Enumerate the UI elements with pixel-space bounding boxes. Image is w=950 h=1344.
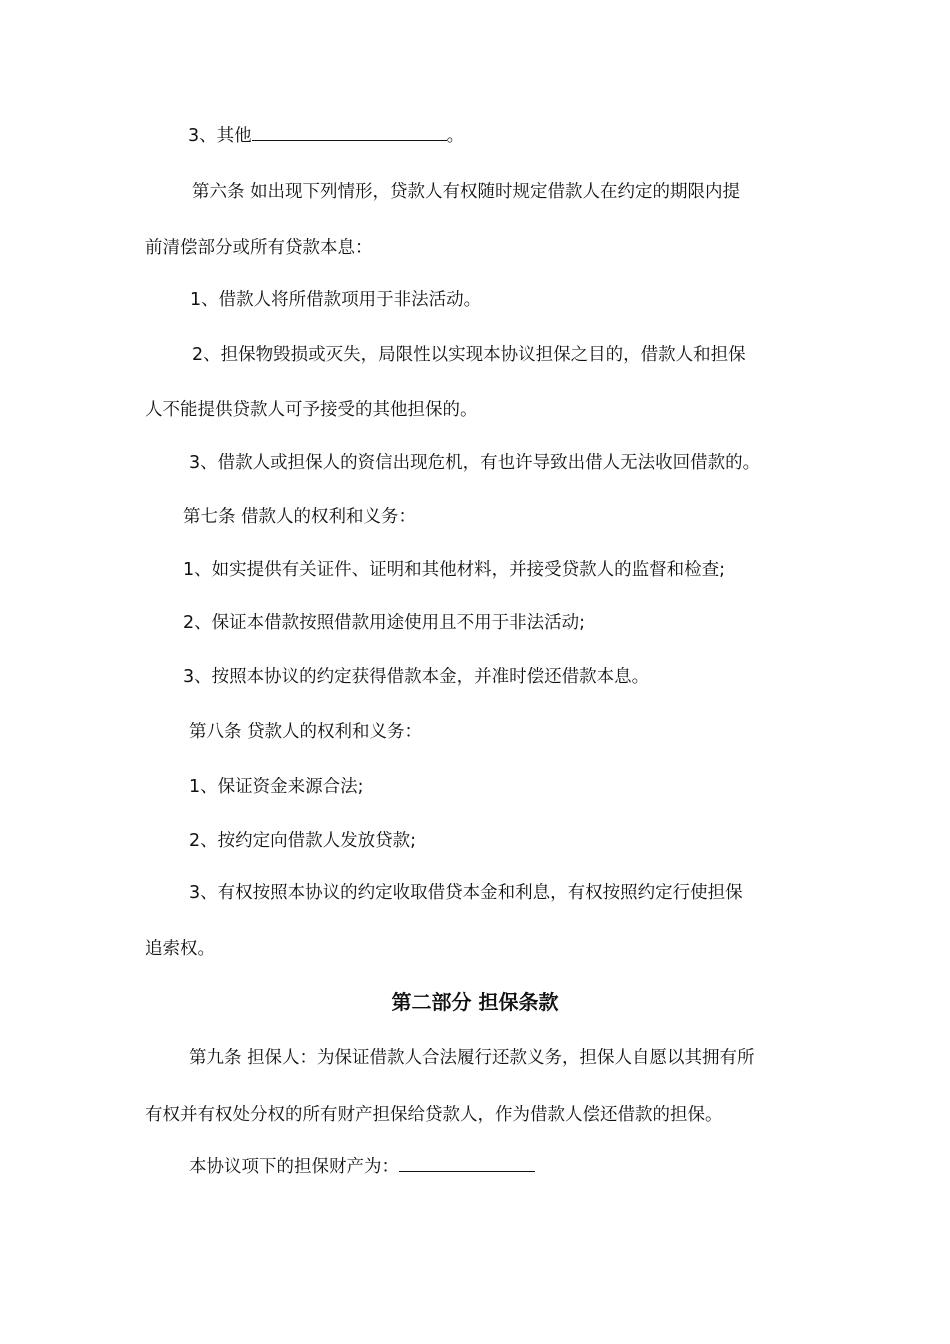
article-8-item-2: 2、按约定向借款人发放贷款;	[189, 831, 417, 851]
section-heading: 第二部分 担保条款	[391, 990, 559, 1014]
article-8-title: 第八条 贷款人的权利和义务：	[189, 722, 423, 742]
collateral-line	[189, 1155, 535, 1179]
article-8-item-1: 1、保证资金来源合法;	[189, 777, 364, 797]
article-6-line-2: 前清偿部分或所有贷款本息：	[145, 238, 373, 258]
article-6-item-1: 1、借款人将所借款项用于非法活动。	[190, 290, 482, 310]
article-6-item-3: 3、借款人或担保人的资信出现危机，有也许导致出借人无法收回借款的。	[189, 453, 761, 473]
clause-item-other	[188, 124, 464, 148]
article-8-item-3-line-2: 追索权。	[145, 939, 215, 959]
article-9-line-1: 第九条 担保人：为保证借款人合法履行还款义务，担保人自愿以其拥有所	[189, 1048, 755, 1068]
article-9-line-2: 有权并有权处分权的所有财产担保给贷款人，作为借款人偿还借款的担保。	[145, 1105, 723, 1125]
article-7-item-3: 3、按照本协议的约定获得借款本金，并准时偿还借款本息。	[183, 667, 650, 687]
fill-in-blank[interactable]	[399, 1155, 535, 1172]
fill-in-blank[interactable]	[252, 124, 447, 141]
clause-text: 3、其他	[188, 126, 252, 146]
article-6-item-2-line-1: 2、担保物毁损或灭失，局限性以实现本协议担保之目的，借款人和担保	[192, 345, 746, 365]
article-6-line-1: 第六条 如出现下列情形，贷款人有权随时规定借款人在约定的期限内提	[192, 182, 741, 202]
clause-text: 本协议项下的担保财产为：	[189, 1157, 399, 1177]
article-8-item-3-line-1: 3、有权按照本协议的约定收取借贷本金和利息，有权按照约定行使担保	[189, 883, 743, 903]
article-7-item-2: 2、保证本借款按照借款用途使用且不用于非法活动;	[183, 613, 586, 633]
clause-text: 。	[446, 126, 465, 146]
article-7-item-1: 1、如实提供有关证件、证明和其他材料，并接受贷款人的监督和检查;	[183, 560, 726, 580]
article-6-item-2-line-2: 人不能提供贷款人可予接受的其他担保的。	[145, 400, 478, 420]
article-7-title: 第七条 借款人的权利和义务：	[183, 507, 417, 527]
